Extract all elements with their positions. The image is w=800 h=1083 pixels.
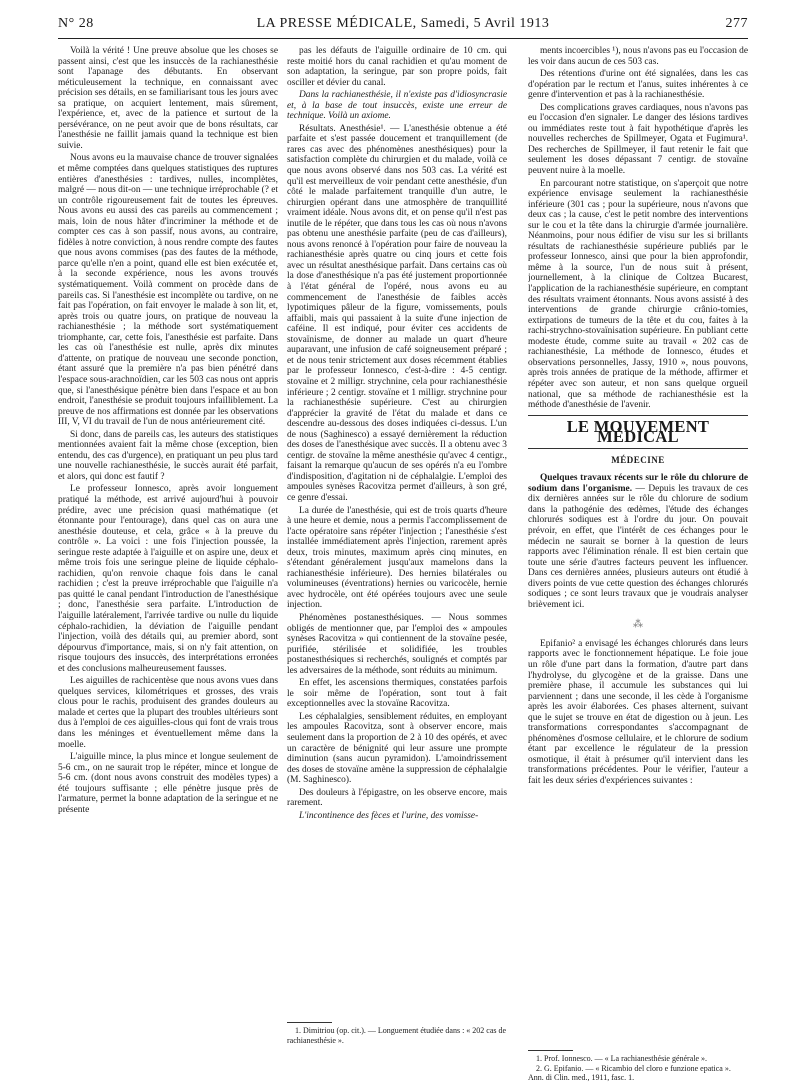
page-header [58,16,748,34]
page-number: 277 [725,16,748,31]
paragraph: Nous avons eu la mauvaise chance de trouver signalées et même comptées dans quelques statistiques des ruptures entières d'anesthésies : tardives, nulles, incomplètes, malgré — nous dit-on — une technique irréprochable (? et un contrôle rigoureusement fait de toutes les épreuves. Nous avons eu aussi des cas pareils au commencement ; mais, loin de nous hâter d'incriminer la méthode et de compter ces cas à son passif, nous avons, au contraire, fidèles à notre conviction, à nous rendre compte des fautes que nous avons commises (pas des fautes de la méthode, parce qu'elle n'en a point, quand elle est bien exécutée et, à la seconde expérience, nous les avons trouvés systématiquement. Voilà comment on procède dans de pareils cas. Si l'anesthésie est incomplète ou tardive, on ne fait pas l'opération, on fait envoyer le malade à son lit, et, après trois ou quatre jours, on pratique de nouveau la rachianesthésie ; la méthode sort systématiquement triomphante, car, cette fois, l'anesthésie est parfaite. Dans les cas où l'anesthésie est nulle, après dix minutes d'attente, on pratique de nouveau une seconde ponction, étant assuré que la première n'a pas bien pénétré dans l'espace sous-arachnoïdien, car les 503 cas nous ont appris que, si l'anesthésique pénètre bien dans l'espace et au bon endroit, l'anesthésie se produit toujours infailliblement. La preuve de nos affirmations est donnée par les observations III, V, VI du travail de l'un de nous antérieurement cité. [58,153,278,428]
article-title: Quelques travaux récents sur le rôle du chlorure de sodium dans l'organisme. [528,473,748,494]
section-rule [528,448,748,449]
paragraph: L'aiguille mince, la plus mince et longue seulement de 5-6 cm., on ne saurait trop le répéter, mince et longue de 5-6 cm. (dont nous avons construit des modèles types) a été toujours suffisante ; elle pénètre jusque près de l'armature, permet la bonne adaptation de la seringue et ne présente [58,752,278,815]
footnote-separator [528,1050,573,1051]
article-text: — Depuis les travaux de ces dix dernières années sur le rôle du chlorure de sodium dans la pathogénie des œdèmes, l'étude des échanges chlorurés sodiques est à l'ordre du jour. On pouvait prévoir, en effet, que l'intérêt de ces échanges pour le médecin ne saurait se borner à la question de leurs rapports avec l'élimination rénale. Il est bien certain que toute une série d'autres facteurs peuvent les influencer. Dans ces dernières années, plusieurs auteurs ont étudié à divers points de vue cette question des échanges chlorurés sodiques ; ce sont leurs travaux que je voudrais analyser brièvement ici. [528,483,748,610]
paragraph: Résultats. Anesthésie¹. — L'anesthésie obtenue a été parfaite et s'est passée doucement et tranquillement (de rares cas avec des phénomènes anesthésiques) pour la satisfaction complète du chirurgien et du malade, voilà ce que nous avons observé dans nos 503 cas. La vérité est qu'il est merveilleux de voir pendant cette anesthésie, d'un côté le malade parfaitement tranquille d'un autre, le chirurgien opérant dans une atmosphère de tranquillité vraiment idéale. Nous avons dit, et on pense qu'il n'est pas inutile de le répéter, que dans tous les cas où nous n'avons pas obtenu une anesthésie parfaite (peu de cas d'ailleurs), nous avons renoncé à l'opération pour faire de nouveau la rachianesthésie après quatre ou cinq jours et cette fois avec un résultat anesthésique parfait. Dans certains cas où la dose d'anesthésique n'a pas été justement proportionnée à l'état général de l'opéré, nous avons eu au commencement de l'anesthésie de faibles accès lypotimiques pâleur de la figure, vomissements, pouls affaibli, mais qui passaient à la suite d'une injection de caféine. Il est indiqué, pour éviter ces accidents de stovaïnisme, de donner au malade un quart d'heure auparavant, une infusion de café soigneusement préparé ; et de nous tenir strictement aux doses récemment établies par le professeur Ionnesco, c'est-à-dire : 4-5 centigr. stovaïne et 2 milligr. strychnine, cela pour rachianesthésie inférieure ; 2 centigr. stovaïne et 1 milligr. strychnine pour la rachianesthésie supérieure. C'est au chirurgien d'apprécier la gravité de l'état du malade et dans ce descendre au-dessous des doses indiquées ci-dessus. L'un de nous (Saghinesco) a essayé dernièrement la réduction des doses de l'anesthésique avec succès. Il a obtenu avec 3 centigr. de stovaïne la même anesthésie qu'avec 4 centigr., faisant la remarque qu'aucun de ses opérés n'a eu l'ombre d'indisposition, d'agitation ni de céphalalgie. L'emploi des ampoules synèses Racovitza permet d'ailleurs, à son gré, ce genre d'essai. [287,123,507,503]
footnote: 1. Prof. Ionnesco. — « La rachianesthésie générale ». [536,1054,708,1063]
header-rule [58,38,748,39]
paragraph: En parcourant notre statistique, on s'aperçoit que notre expérience envisage seulement la rachianesthésie inférieure (301 cas ; pour la supérieure, nous n'avons que deux cas ; la cause, c'est le petit nombre des interventions sur le cou et la tête dans la chirurgie d'armée journalière. Néanmoins, pour nous édifier de visu sur les si brillants résultats de rachianesthésie supérieure publiés par le professeur Ionnesco, ainsi que pour la bien approfondir, même à la source, l'un de nous suit à présent, journellement, à la clinique de Coltzea Bucarest, l'application de la rachianesthésie supérieure, en comptant des résultats vraiment étonnants. Nous avons assisté à des interventions de grande chirurgie crânio-tomies, extirpations de tumeurs de la tête et du cou, faites à la rachi-strychno-stovaïnisation supérieure. En publiant cette modeste étude, comme suite au travail « 202 cas de rachianesthésie, La méthode de Ionnesco, études et observations personnelles, Jassy, 1910 », nous pouvons, après trois années de pratique de la méthode, affirmer et répéter avec son auteur, et non sans quelque orgueil national, que sa méthode de rachianesthésie est la méthode d'anesthésie de l'avenir. [528,178,748,411]
column-1 [58,46,278,1076]
section-title: LE MOUVEMENT MÉDICAL [566,416,710,447]
footnote: 2. G. Epifanio. — « Ricambio del cloro e funzione epatica ». Ann. di Clin. med., 1911, fasc. 1. [528,1063,731,1082]
paragraph: Des douleurs à l'épigastre, on les observe encore, mais rarement. [287,787,507,809]
column-3 [528,46,748,1076]
paragraph: Le professeur Ionnesco, après avoir longuement pratiqué la méthode, est arrivé aujourd'hui à pouvoir prédire, avec une précision quasi mathématique (et étonnante pour l'entourage), dans quel cas on aura une anesthésie douteuse, et cela, grâce « à la preuve du contrôle ». La voici : une fois l'injection poussée, la seringue reste adaptée à l'aiguille et on aspire une, deux et même trois fois une seringue pleine de liquide céphalo-rachidien, qu'on renvoie chaque fois dans le canal rachidien ; c'est la preuve irréprochable que l'aiguille n'a pas quitté le canal pendant l'introduction de l'anesthésique ; donc, l'anesthésie sera parfaite. L'introduction de l'aiguille latéralement, l'arrivée tardive ou nulle du liquide céphalo-rachidien, la déviation de l'aiguille pendant l'injection, voilà des détails qui, au premier abord, sont dépourvus d'importance, mais, si on n'y fait attention, on risque toujours des insuccès, des interprétations erronées et des conclusions malheureusement fausses. [58,484,278,674]
lead-paragraph [528,473,748,610]
column-2 [287,46,507,1016]
paragraph: Si donc, dans de pareils cas, les auteurs des statistiques mentionnées avaient fait la même chose (exception, bien entendu, des cas d'urgence), en pratiquant un peu plus tard une nouvelle rachianesthésie, le succès aurait été parfait, et alors, qui donc est fautif ? [58,429,278,482]
paragraph: Voilà la vérité ! Une preuve absolue que les choses se passent ainsi, c'est que les insuccès de la rachianesthésie sont l'apanage des débutants. En observant méticuleusement la technique, en connaissant avec précision ses détails, en se familiarisant tous les jours avec sa pratique, on acquiert lentement, mais sûrement, l'expérience, et, avec de la patience et surtout de la persévérance, on ne peut avoir que de bons résultats, car l'anesthésie ne faillit jamais quand la technique est bien suivie. [58,46,278,151]
footnote: 1. Dimitriou (op. cit.). — Longuement étudiée dans : « 202 cas de rachianesthésie ». [287,1026,507,1045]
paragraph: En effet, les ascensions thermiques, constatées parfois le soir même de l'opération, sont tout à fait exceptionnelles avec la stovaïne Racovitza. [287,678,507,710]
section-rule [528,415,748,416]
issue-number: N° 28 [58,16,94,31]
paragraph: Les aiguilles de rachicentèse que nous avons vues dans quelques services, kilométriques et grosses, des vrais clous pour le rachis, produisent des grandes douleurs au malade et certes que la plupart des troubles ultérieurs sont dus à l'emploi de ces aiguilles-clous qui font de vrais trous dans les méninges et éventuellement même dans la moelle. [58,676,278,750]
paragraph: Des rétentions d'urine ont été signalées, dans les cas d'opération par le rectum et l'anus, suites inhérentes à ce genre d'intervention et pas à la rachianesthésie. [528,69,748,101]
paragraph: Les céphalalgies, sensiblement réduites, en employant les ampoules Racovitza, sont à observer encore, mais seulement dans la proportion de 2 à 10 des opérés, et avec un caractère de bénignité qui leur assure une prompte diminution (sans aucun pyramidon). L'amoindrissement des doses de stovaïne amène la suppression de céphalalgie (M. Saghinesco). [287,711,507,786]
paragraph: L'incontinence des fèces et l'urine, des vomisse- [299,810,479,821]
paragraph: Phénomènes postanesthésiques. — Nous sommes obligés de mentionner que, par l'emploi des « ampoules synèses Racovitza » qui contiennent de la stovaïne pesée, purifiée, stérilisée et solidifiée, les troubles postanesthésiques si recherchés, soulignés et comptés par les adversaires de la méthode, sont réduits au minimum. [287,612,507,676]
column-2-footnotes [287,1018,507,1045]
footnote-separator [287,1022,332,1023]
journal-title: LA PRESSE MÉDICALE, Samedi, 5 Avril 1913 [256,16,550,31]
paragraph: pas les défauts de l'aiguille ordinaire de 10 cm. qui reste moitié hors du canal rachidien et qu'au moment de son adaptation, la seringue, par son propre poids, fait osciller et dévier du canal. [287,46,507,88]
section-subhead: MÉDECINE [611,454,665,465]
paragraph: La durée de l'anesthésie, qui est de trois quarts d'heure à une heure et demie, nous a permis l'accomplissement de l'acte opératoire sans répéter l'injection ; l'anesthésie s'est installée immédiatement après l'injection, rarement après deux, trois minutes, maximum après cinq minutes, en s'étendant généralement jusqu'aux mamelons dans la rachianesthésie inférieure). Des hernies bilatérales ou volumineuses (éventrations) hernies ou varicocèle, hernie avec hydrocèle, ont été opérées toujours avec une seule injection. [287,505,507,611]
paragraph: Epifanio² a envisagé les échanges chlorurés dans leurs rapports avec le fonctionnement hépatique. Le foie joue un rôle d'une part dans la formation, d'autre part dans l'hydrolyse, du glycogène et de la graisse. Dans une première phase, il accumule les substances qui lui parviennent ; dans une seconde, il les cède à l'organisme après les avoir élaborées. Ces phases alternent, suivant que le sujet se trouve en état de digestion ou à jeun. Les transformations correspondantes s'accompagnant de phénomènes d'osmose cellulaire, et le chlorure de sodium étant par excellence le régulateur de la pression osmotique, il était à présumer qu'il intervient dans les transformations précédentes. Pour le vérifier, l'auteur a fait les deux séries d'expériences suivantes : [528,638,748,786]
paragraph: Des complications graves cardiaques, nous n'avons pas eu l'occasion d'en signaler. Le danger des lésions tardives ou immédiates reste tout à fait hypothétique d'après les nouvelles recherches de Spillmeyer, Ogata et Fugimura¹. Des recherches de Spillmeyer, il faut retenir le fait que seulement les doses dépassant 7 centigr. de stovaïne peuvent nuire à la moelle. [528,102,748,177]
paragraph: Dans la rachianesthésie, il n'existe pas d'idiosyncrasie et, à la base de tout insuccès, existe une erreur de technique. Voilà un axiome. [287,90,507,122]
asterism: ⁂ [633,619,643,631]
column-3-footnotes [528,1046,748,1083]
paragraph: ments incoercibles ¹), nous n'avons pas eu l'occasion de les voir dans aucun de ces 503 cas. [528,46,748,67]
